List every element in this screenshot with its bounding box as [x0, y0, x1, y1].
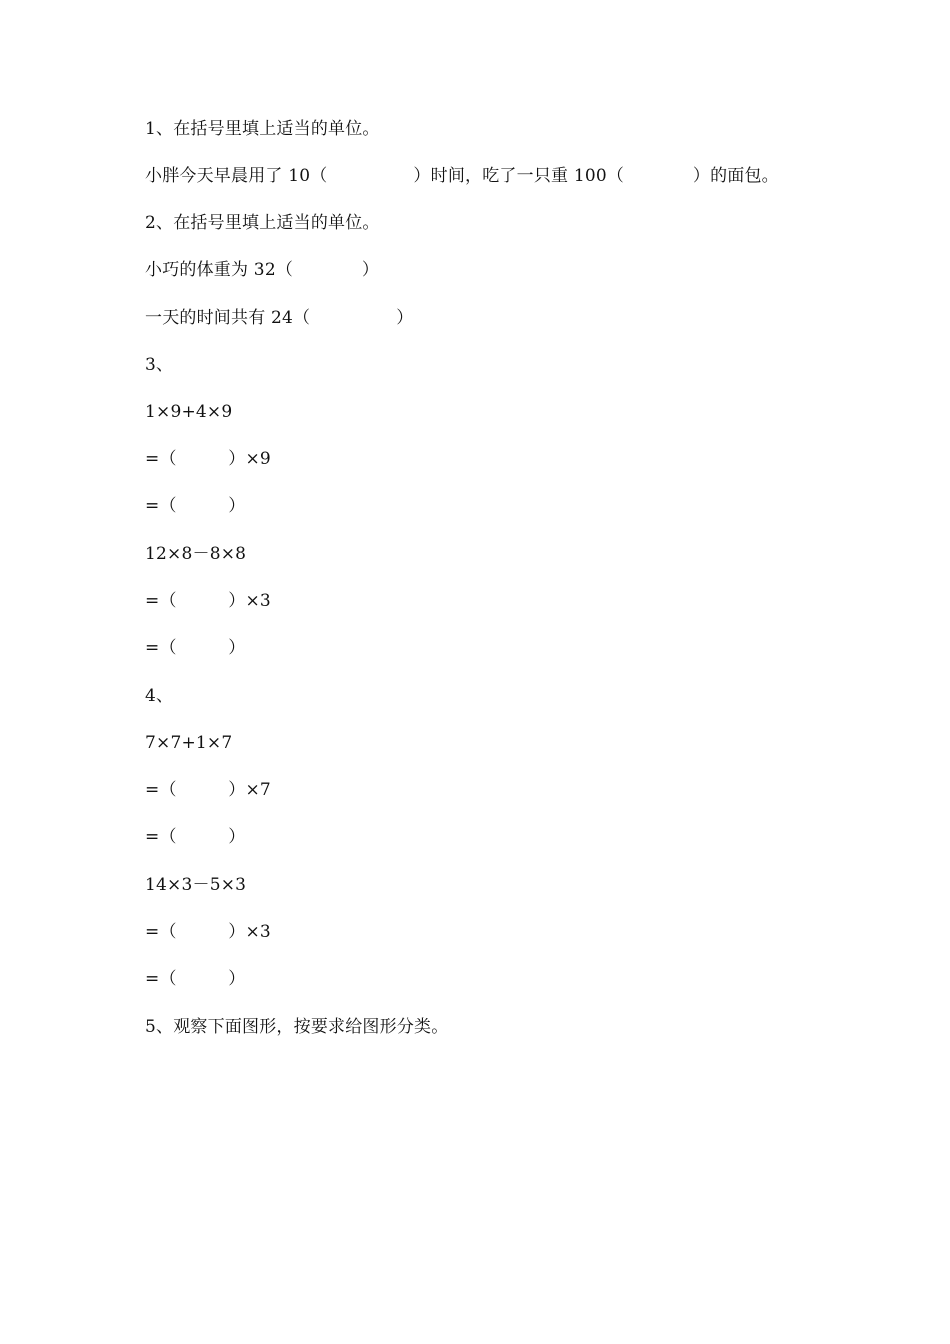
q3-expression-1-step-1: =（ ）×9 — [145, 449, 271, 469]
q3-expression-1-step-2: =（ ） — [145, 496, 246, 516]
q1-heading: 1、在括号里填上适当的单位。 — [145, 119, 380, 139]
q3-expression-2-step-2: =（ ） — [145, 638, 246, 658]
q4-heading: 4、 — [145, 686, 174, 706]
q4-expression-2-step-1: =（ ）×3 — [145, 922, 271, 942]
q3-heading: 3、 — [145, 355, 174, 375]
q4-expression-1-step-2: =（ ） — [145, 827, 246, 847]
q3-expression-2-step-1: =（ ）×3 — [145, 591, 271, 611]
q2-heading: 2、在括号里填上适当的单位。 — [145, 213, 380, 233]
q4-expression-2-step-2: =（ ） — [145, 969, 246, 989]
q4-expression-2: 14×3－5×3 — [145, 875, 247, 895]
q4-expression-1: 7×7+1×7 — [145, 733, 233, 753]
q5-heading: 5、观察下面图形，按要求给图形分类。 — [145, 1017, 449, 1037]
q2-line-weight: 小巧的体重为 32（ ） — [145, 260, 380, 280]
q4-expression-1-step-1: =（ ）×7 — [145, 780, 271, 800]
q1-sentence: 小胖今天早晨用了 10（ ）时间，吃了一只重 100（ ）的面包。 — [145, 166, 779, 186]
q3-expression-2: 12×8－8×8 — [145, 544, 247, 564]
q2-line-time: 一天的时间共有 24（ ） — [145, 308, 414, 328]
q3-expression-1: 1×9+4×9 — [145, 402, 233, 422]
